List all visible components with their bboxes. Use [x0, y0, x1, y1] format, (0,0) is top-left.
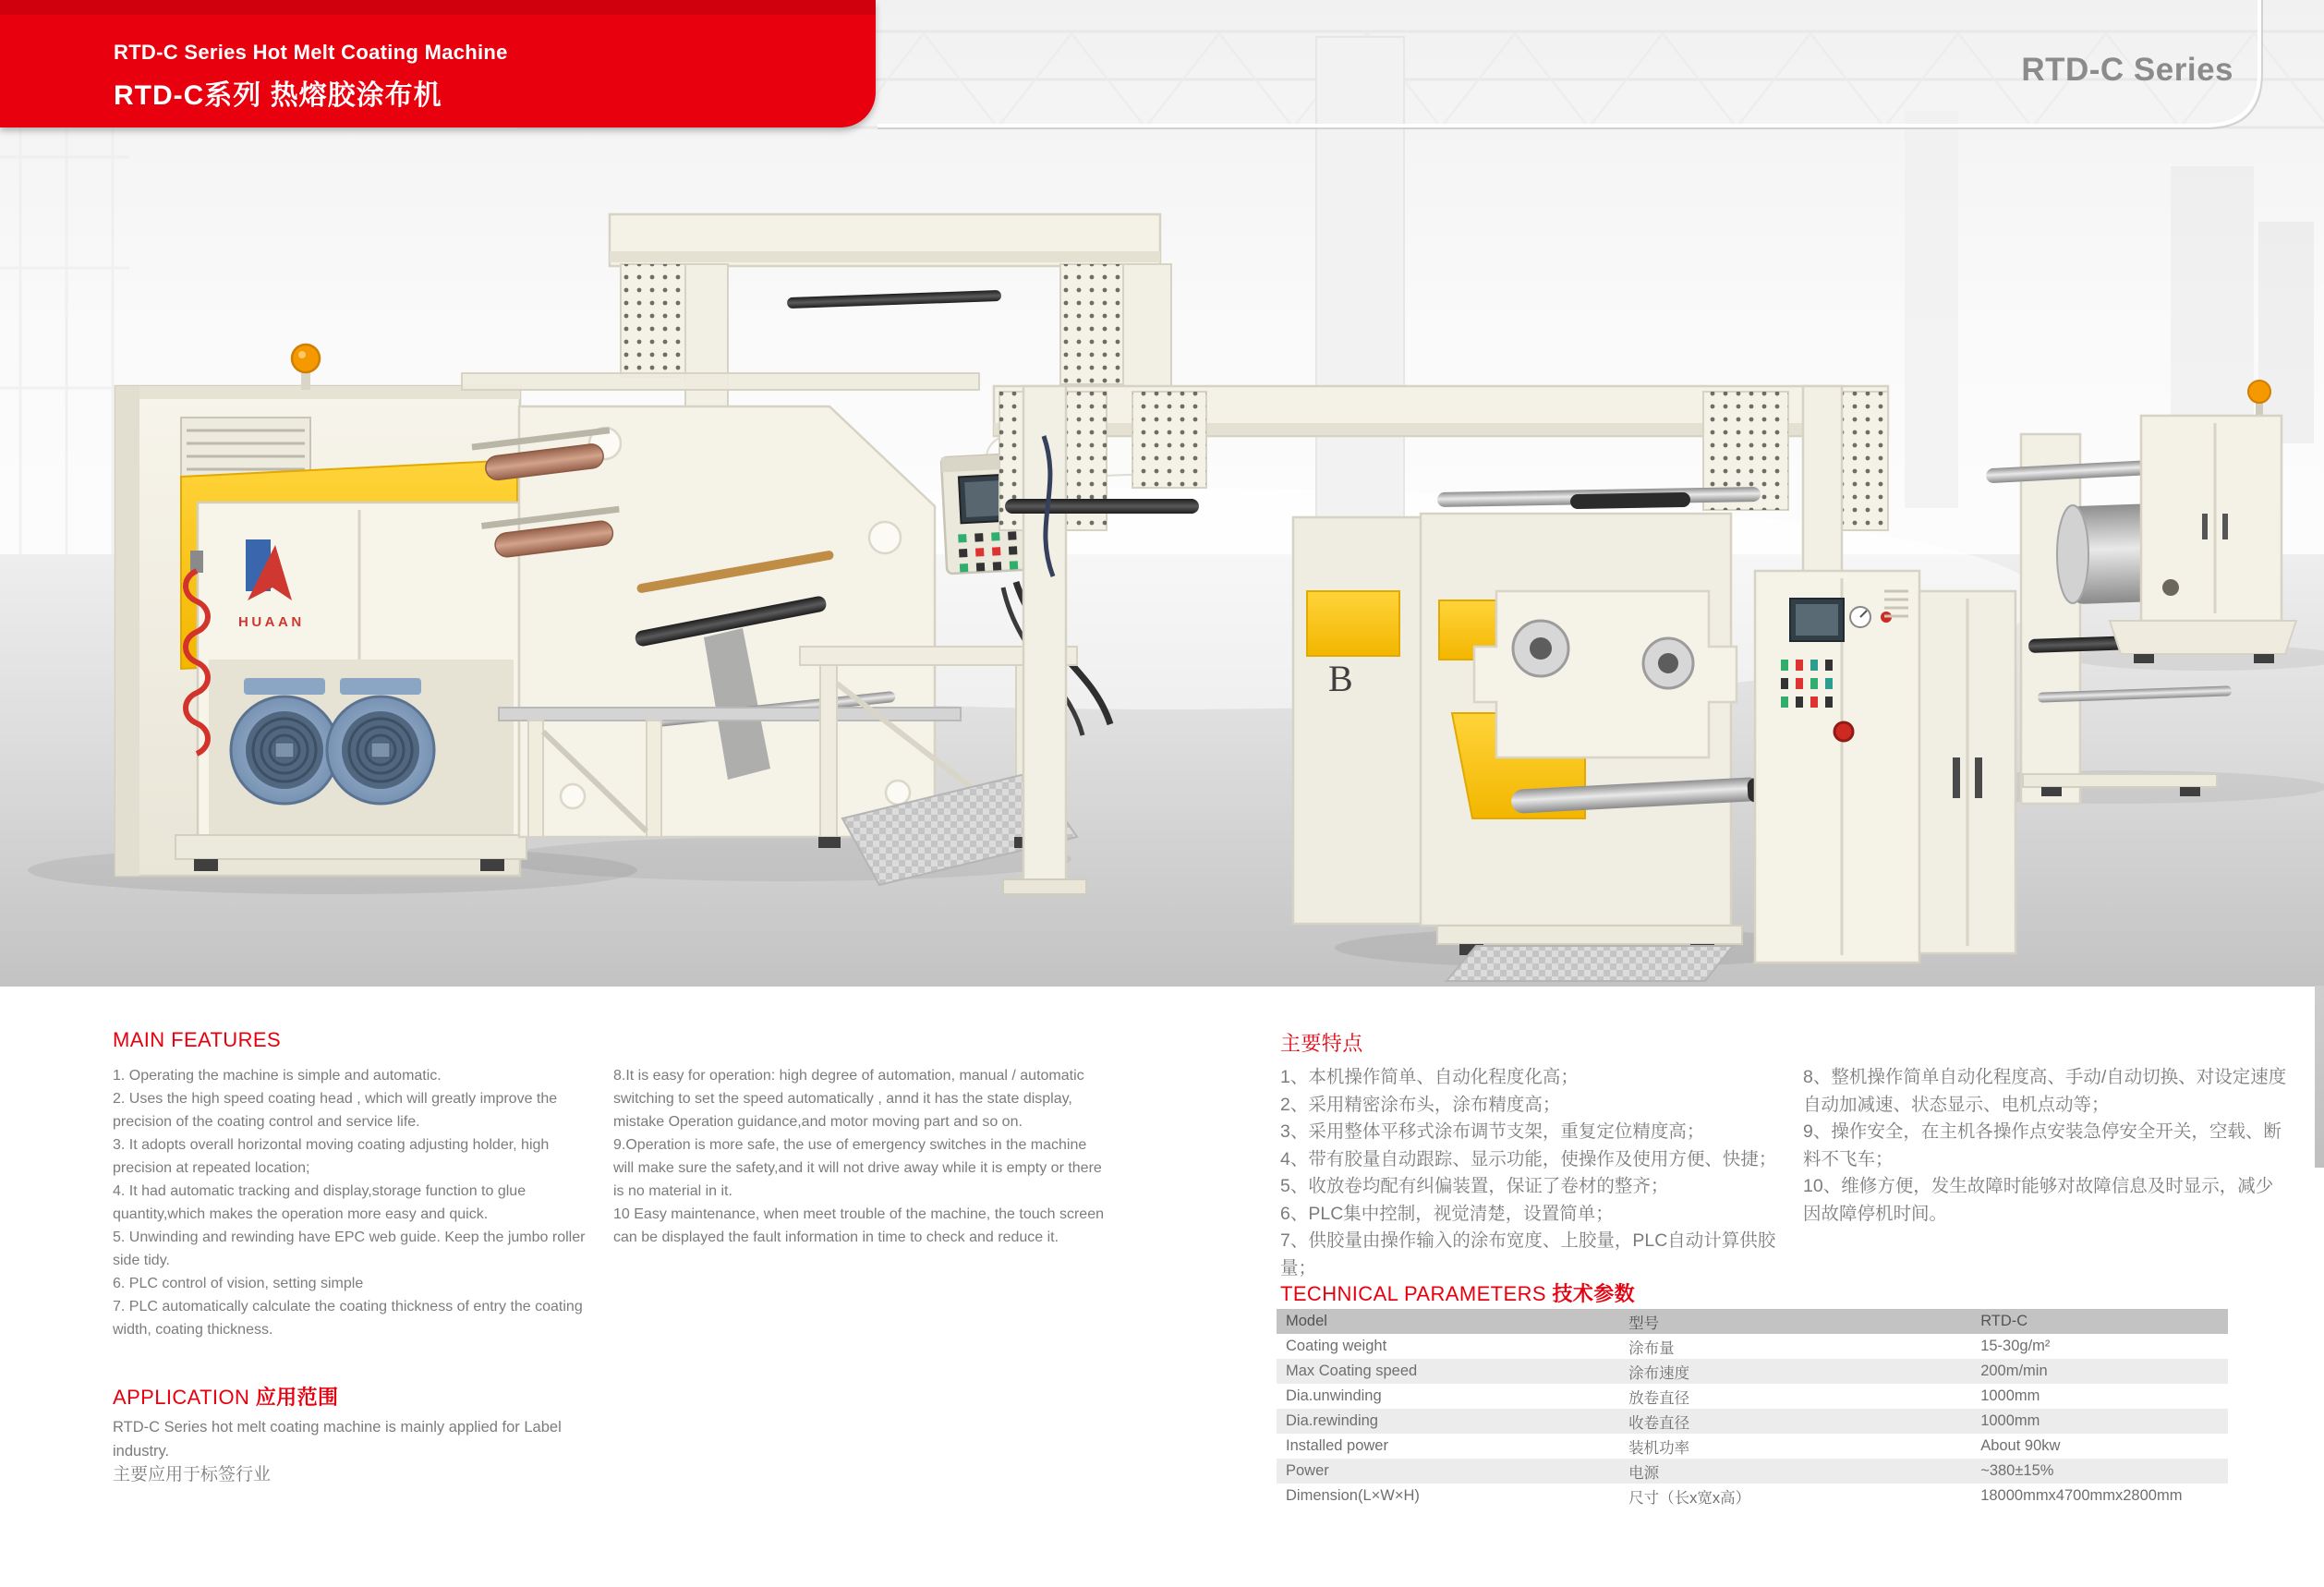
side-gray-bar: [2315, 986, 2324, 1168]
table-header-row: [1277, 1309, 2228, 1334]
warning-beacon: [292, 345, 320, 372]
tech-parameters-heading-zh: 技术参数: [1552, 1282, 1636, 1305]
banner-top-strip: [0, 0, 876, 15]
tech-table: [1277, 1309, 2228, 1508]
feature-item: 5. Unwinding and rewinding have EPC web guide. Keep the jumbo roller side tidy.: [113, 1230, 586, 1268]
feature-item: 4、带有胶量自动跟踪、显示功能，使操作及使用方便、快捷；: [1280, 1148, 1777, 1169]
table-cell: 电源: [1628, 1464, 1660, 1482]
main-features-heading: MAIN FEATURES: [113, 1028, 282, 1051]
table-cell: 装机功率: [1628, 1439, 1690, 1457]
table-cell: Dia.unwinding: [1286, 1387, 1382, 1404]
table-cell: Dia.rewinding: [1286, 1412, 1378, 1429]
warning-beacon: [2248, 381, 2270, 403]
application-heading-zh: 应用范围: [255, 1386, 339, 1409]
table-cell: 15-30g/m²: [1980, 1338, 2051, 1354]
unwind-station: [1293, 487, 1780, 981]
feature-item: 6. PLC control of vision, setting simple: [113, 1276, 364, 1291]
feature-item: 9.Operation is more safe, the use of emergency switches in the machine will make sure the safety,and it will not drive away while it is empty or there is no material in it.: [613, 1137, 1102, 1199]
feature-item: 2、采用精密涂布头，涂布精度高；: [1280, 1094, 1561, 1115]
table-cell: RTD-C: [1980, 1313, 2028, 1329]
application-body-zh: 主要应用于标签行业: [113, 1465, 272, 1484]
table-row: [1277, 1409, 2228, 1434]
feature-item: 1. Operating the machine is simple and automatic.: [113, 1068, 442, 1084]
table-row: [1277, 1459, 2228, 1484]
table-cell: 200m/min: [1980, 1363, 2048, 1379]
feature-item: 3. It adopts overall horizontal moving coating adjusting holder, high precision at repeated location;: [113, 1137, 550, 1176]
feature-item: 2. Uses the high speed coating head , which will greatly improve the precision of the coating control and service life.: [113, 1091, 558, 1130]
feature-item: 8.It is easy for operation: high degree of automation, manual / automatic switching to set the speed automatically , annd it has the state display, mistake Operation guidance,and motor moving part and so on.: [613, 1068, 1084, 1130]
table-cell: Model: [1286, 1313, 1327, 1329]
series-label: RTD-C Series: [2021, 52, 2233, 88]
feature-item: 10 Easy maintenance, when meet trouble of the machine, the touch screen can be displayed the fault information in time to check and reduce it.: [613, 1206, 1104, 1245]
emergency-stop-button: [1834, 722, 1853, 741]
table-row: [1277, 1484, 2228, 1508]
features-zh-col2: [1803, 1064, 2287, 1228]
feature-item: 6、PLC集中控制，视觉清楚，设置简单；: [1280, 1203, 1614, 1224]
table-cell: 18000mmx4700mmx2800mm: [1980, 1487, 2183, 1504]
page-title-en: RTD-C Series Hot Melt Coating Machine: [114, 41, 508, 64]
left-coating-station: [115, 345, 527, 876]
main-features-col2: [613, 1064, 1107, 1249]
table-cell: Coating weight: [1286, 1338, 1387, 1354]
feature-item: 10、维修方便，发生故障时能够对故障信息及时显示，减少因故障停机时间。: [1803, 1176, 2274, 1224]
gantry-leg: [1023, 386, 1066, 887]
table-cell: Max Coating speed: [1286, 1363, 1418, 1379]
table-cell: 1000mm: [1980, 1387, 2040, 1404]
feature-item: 9、操作安全，在主机各操作点安装急停安全开关，空载、断料不飞车；: [1803, 1121, 2282, 1169]
table-cell: ~380±15%: [1980, 1462, 2054, 1479]
feature-item: 3、采用整体平移式涂布调节支架，重复定位精度高；: [1280, 1121, 1705, 1142]
features-zh-col1: [1280, 1064, 1797, 1282]
header-banner: [0, 0, 876, 127]
table-cell: 放卷直径: [1628, 1389, 1690, 1407]
feature-item: 4. It had automatic tracking and display,storage function to glue quantity,which makes the operation more easy and quick.: [113, 1183, 527, 1222]
application-body: [113, 1415, 616, 1487]
table-cell: Dimension(L×W×H): [1286, 1487, 1420, 1504]
tech-parameters-heading: [1280, 1278, 1635, 1307]
features-zh-heading: 主要特点: [1280, 1032, 1363, 1055]
feature-item: 8、整机操作简单自动化程度高、手动/自动切换、对设定速度自动加减速、状态显示、电机点动等；: [1803, 1067, 2287, 1115]
table-cell: 型号: [1628, 1314, 1660, 1332]
table-cell: 涂布速度: [1628, 1364, 1690, 1382]
table-cell: 1000mm: [1980, 1412, 2040, 1429]
plc-control-cabinet: [1755, 571, 2015, 963]
table-cell: 涂布量: [1628, 1339, 1675, 1357]
table-row: [1277, 1434, 2228, 1459]
table-cell: About 90kw: [1980, 1437, 2061, 1454]
application-heading-en: APPLICATION: [113, 1386, 250, 1409]
table-cell: Installed power: [1286, 1437, 1388, 1454]
svg-text:B: B: [1328, 658, 1353, 699]
tech-parameters-heading-en: TECHNICAL PARAMETERS: [1280, 1282, 1546, 1305]
main-features-col1: [113, 1064, 602, 1341]
application-heading: [113, 1382, 338, 1411]
feature-item: 7. PLC automatically calculate the coating thickness of entry the coating width, coating thickness.: [113, 1299, 583, 1338]
table-cell: Power: [1286, 1462, 1329, 1479]
table-row: [1277, 1334, 2228, 1359]
table-cell: 收卷直径: [1628, 1414, 1690, 1432]
svg-text:HUAAN: HUAAN: [238, 614, 305, 630]
turret-plate: [1474, 591, 1737, 757]
table-row: [1277, 1359, 2228, 1384]
page-title-zh: RTD-C系列 热熔胶涂布机: [114, 80, 442, 111]
feature-item: 1、本机操作简单、自动化程度化高；: [1280, 1067, 1579, 1087]
feature-item: 7、供胶量由操作输入的涂布宽度、上胶量，PLC自动计算供胶量；: [1280, 1230, 1776, 1278]
table-cell: 尺寸（长x宽x高）: [1628, 1489, 1751, 1507]
table-row: [1277, 1384, 2228, 1409]
application-body-en: RTD-C Series hot melt coating machine is mainly applied for Label industry.: [113, 1419, 562, 1460]
feature-item: 5、收放卷均配有纠偏装置，保证了卷材的整齐；: [1280, 1176, 1669, 1196]
